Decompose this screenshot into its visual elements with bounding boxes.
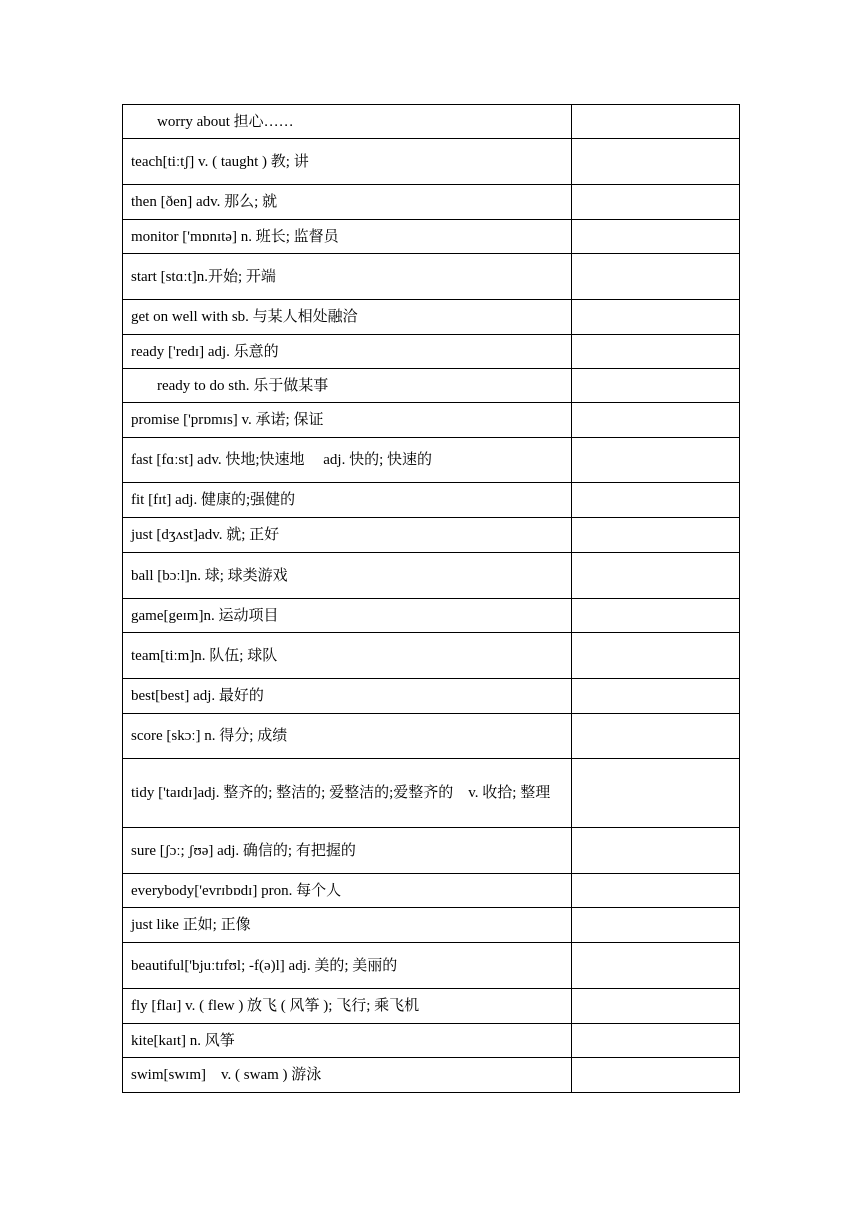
answer-cell [572, 633, 740, 679]
vocab-term: best[best] adj. 最好的 [123, 679, 572, 714]
answer-cell [572, 369, 740, 403]
table-row [123, 483, 740, 518]
table-row [123, 185, 740, 220]
answer-cell [572, 254, 740, 300]
answer-cell [572, 874, 740, 908]
answer-cell [572, 220, 740, 254]
answer-cell [572, 714, 740, 759]
table-row [123, 369, 740, 403]
table-row [123, 989, 740, 1024]
answer-cell [572, 828, 740, 874]
answer-cell [572, 759, 740, 828]
vocab-term: team[tiːm]n. 队伍; 球队 [123, 633, 572, 679]
vocab-term: ball [bɔːl]n. 球; 球类游戏 [123, 553, 572, 599]
vocab-term: everybody['evrɪbɒdɪ] pron. 每个人 [123, 874, 572, 908]
table-row [123, 1058, 740, 1093]
vocab-term: start [stɑːt]n.开始; 开端 [123, 254, 572, 300]
table-row [123, 633, 740, 679]
answer-cell [572, 483, 740, 518]
vocab-term: swim[swɪm] v. ( swam ) 游泳 [123, 1058, 572, 1093]
vocab-term: game[geɪm]n. 运动项目 [123, 599, 572, 633]
answer-cell [572, 300, 740, 335]
table-row [123, 679, 740, 714]
table-row [123, 1024, 740, 1058]
vocab-term: just [dʒʌst]adv. 就; 正好 [123, 518, 572, 553]
answer-cell [572, 989, 740, 1024]
table-row [123, 335, 740, 369]
table-row [123, 714, 740, 759]
answer-cell [572, 438, 740, 483]
answer-cell [572, 553, 740, 599]
vocab-term: ready to do sth. 乐于做某事 [123, 369, 572, 403]
table-row [123, 300, 740, 335]
answer-cell [572, 679, 740, 714]
vocab-term: then [ðen] adv. 那么; 就 [123, 185, 572, 220]
vocab-term: just like 正如; 正像 [123, 908, 572, 943]
table-row [123, 874, 740, 908]
vocab-term: fly [flaɪ] v. ( flew ) 放飞 ( 风筝 ); 飞行; 乘飞机 [123, 989, 572, 1024]
answer-cell [572, 139, 740, 185]
vocab-term: ready ['redɪ] adj. 乐意的 [123, 335, 572, 369]
vocab-term: promise ['prɒmɪs] v. 承诺; 保证 [123, 403, 572, 438]
vocab-term: score [skɔː] n. 得分; 成绩 [123, 714, 572, 759]
table-row [123, 908, 740, 943]
vocab-term: kite[kaɪt] n. 风筝 [123, 1024, 572, 1058]
vocabulary-table [122, 104, 740, 1093]
vocab-term: tidy ['taɪdɪ]adj. 整齐的; 整洁的; 爱整洁的;爱整齐的 v. 收拾; 整理 [123, 759, 572, 828]
table-row [123, 105, 740, 139]
answer-cell [572, 943, 740, 989]
answer-cell [572, 908, 740, 943]
table-row [123, 254, 740, 300]
table-row [123, 220, 740, 254]
table-row [123, 943, 740, 989]
answer-cell [572, 599, 740, 633]
vocab-term: get on well with sb. 与某人相处融洽 [123, 300, 572, 335]
table-row [123, 828, 740, 874]
table-row [123, 599, 740, 633]
table-row [123, 139, 740, 185]
vocab-term: monitor ['mɒnɪtə] n. 班长; 监督员 [123, 220, 572, 254]
table-row [123, 553, 740, 599]
answer-cell [572, 518, 740, 553]
vocab-term: teach[tiːtʃ] v. ( taught ) 教; 讲 [123, 139, 572, 185]
table-row [123, 438, 740, 483]
vocab-term: worry about 担心…… [123, 105, 572, 139]
table-row [123, 518, 740, 553]
answer-cell [572, 185, 740, 220]
answer-cell [572, 335, 740, 369]
table-row [123, 403, 740, 438]
answer-cell [572, 1058, 740, 1093]
vocab-term: beautiful['bjuːtɪfʊl; -f(ə)l] adj. 美的; 美丽的 [123, 943, 572, 989]
answer-cell [572, 403, 740, 438]
vocab-term: sure [ʃɔː; ʃʊə] adj. 确信的; 有把握的 [123, 828, 572, 874]
vocab-term: fast [fɑːst] adv. 快地;快速地 adj. 快的; 快速的 [123, 438, 572, 483]
vocab-term: fit [fɪt] adj. 健康的;强健的 [123, 483, 572, 518]
table-row [123, 759, 740, 828]
answer-cell [572, 105, 740, 139]
answer-cell [572, 1024, 740, 1058]
